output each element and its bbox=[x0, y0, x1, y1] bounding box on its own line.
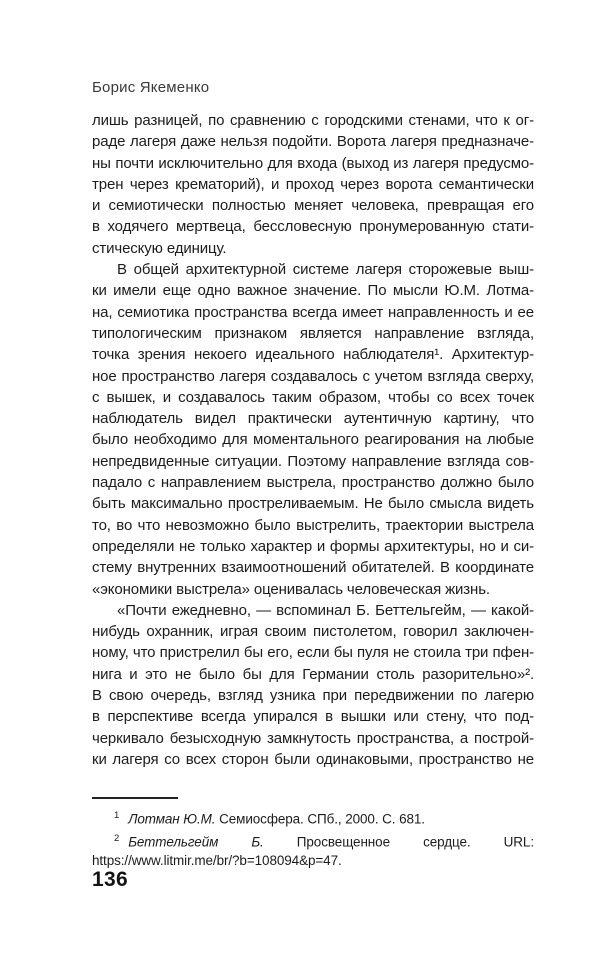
body-line: наблюдатель видел практически аутентичную картину, что bbox=[92, 410, 534, 428]
body-line: падало с направлением выстрела, пространство должно было bbox=[92, 474, 534, 492]
body-line: в перспективе всегда упирался в вышки или стену, что под- bbox=[92, 708, 534, 726]
body-line: «Почти ежедневно, — вспоминал Б. Беттельгейм, — какой- bbox=[117, 601, 534, 619]
body-line: В свою очередь, взгляд узника при передвижении по лагерю bbox=[92, 687, 534, 705]
body-line: нига и это не было бы для Германии столь разорительно»². bbox=[92, 665, 534, 683]
body-line: точка зрения некоего идеального наблюдателя¹. Архитектур- bbox=[92, 346, 534, 364]
body-line: раде лагеря даже нельзя подойти. Ворота лагеря предназначе- bbox=[92, 133, 534, 151]
footnote-marker: 1 bbox=[114, 810, 120, 821]
footnote-marker: 2 bbox=[114, 832, 120, 844]
body-line: ки лагеря со всех сторон были одинаковыми, пространство не bbox=[92, 750, 534, 768]
body-line: «экономики выстрела» оценивалась человеческая жизнь. bbox=[92, 580, 490, 598]
body-line: ки имели еще одно важное значение. По мысли Ю.М. Лотма- bbox=[92, 282, 534, 300]
footnote-item bbox=[92, 829, 534, 871]
body-line: В общей архитектурной системе лагеря сторожевые выш- bbox=[117, 261, 534, 279]
body-line: нибудь охранник, играя своим пистолетом, говорил заключен- bbox=[92, 623, 534, 641]
body-line: ное пространство лагеря создавалось с учетом взгляда сверху, bbox=[92, 367, 534, 385]
body-line: и семиотически полностью меняет человека, превращая его bbox=[92, 197, 534, 215]
page-number: 136 bbox=[92, 868, 128, 891]
body-line: трен через крематорий), и проход через ворота семантически bbox=[92, 175, 534, 193]
running-header: Борис Якеменко bbox=[92, 79, 210, 96]
body-line: ны почти исключительно для входа (выход из лагеря предусмо- bbox=[92, 154, 534, 172]
body-line: лишь разницей, по сравнению с городскими стенами, что к ог- bbox=[92, 112, 534, 129]
body-line: ному, что пристрелил бы его, если бы пуля не стоила три пфен- bbox=[92, 644, 534, 662]
body-line: непредвиденные ситуации. Поэтому направление взгляда сов- bbox=[92, 452, 534, 470]
body-line: то, во что невозможно было выстрелить, траектории выстрела bbox=[92, 516, 534, 534]
body-line: быть максимально простреливаемым. Не было смысла видеть bbox=[92, 495, 534, 513]
body-line: с вышек, и создавалось таким образом, чтобы со всех точек bbox=[92, 388, 534, 406]
footnote-item bbox=[92, 806, 534, 829]
footnote-author: Беттельгейм Б. bbox=[128, 834, 264, 849]
body-line: стему внутренних взаимоотношений обитателей. В координате bbox=[92, 559, 534, 577]
footnote-list bbox=[92, 806, 534, 870]
footnotes-section bbox=[92, 797, 534, 870]
footnote-separator-rule bbox=[92, 797, 178, 799]
footnote-text: Семиосфера. СПб., 2000. С. 681. bbox=[215, 811, 425, 827]
footnote-author: Лотман Ю.М. bbox=[128, 811, 216, 827]
footnote-text: Просвещенное сердце. URL: https://www.litmir.me/br/?b=108094&p=47. bbox=[92, 834, 534, 868]
body-line: было необходимо для моментального реагирования на любые bbox=[92, 431, 534, 449]
body-text bbox=[92, 110, 534, 770]
body-line: типологическим признаком является направление взгляда, bbox=[92, 324, 534, 342]
body-line: черкивало безысходную замкнутость пространства, а построй- bbox=[92, 729, 534, 747]
body-line: определяли не только характер и формы архитектуры, но и си- bbox=[92, 537, 534, 555]
body-line: в ходячего мертвеца, бессловесную пронумерованную стати- bbox=[92, 218, 534, 236]
body-line: на, семиотика пространства всегда имеет направленность и ее bbox=[92, 303, 534, 321]
body-line: стическую единицу. bbox=[92, 239, 227, 257]
